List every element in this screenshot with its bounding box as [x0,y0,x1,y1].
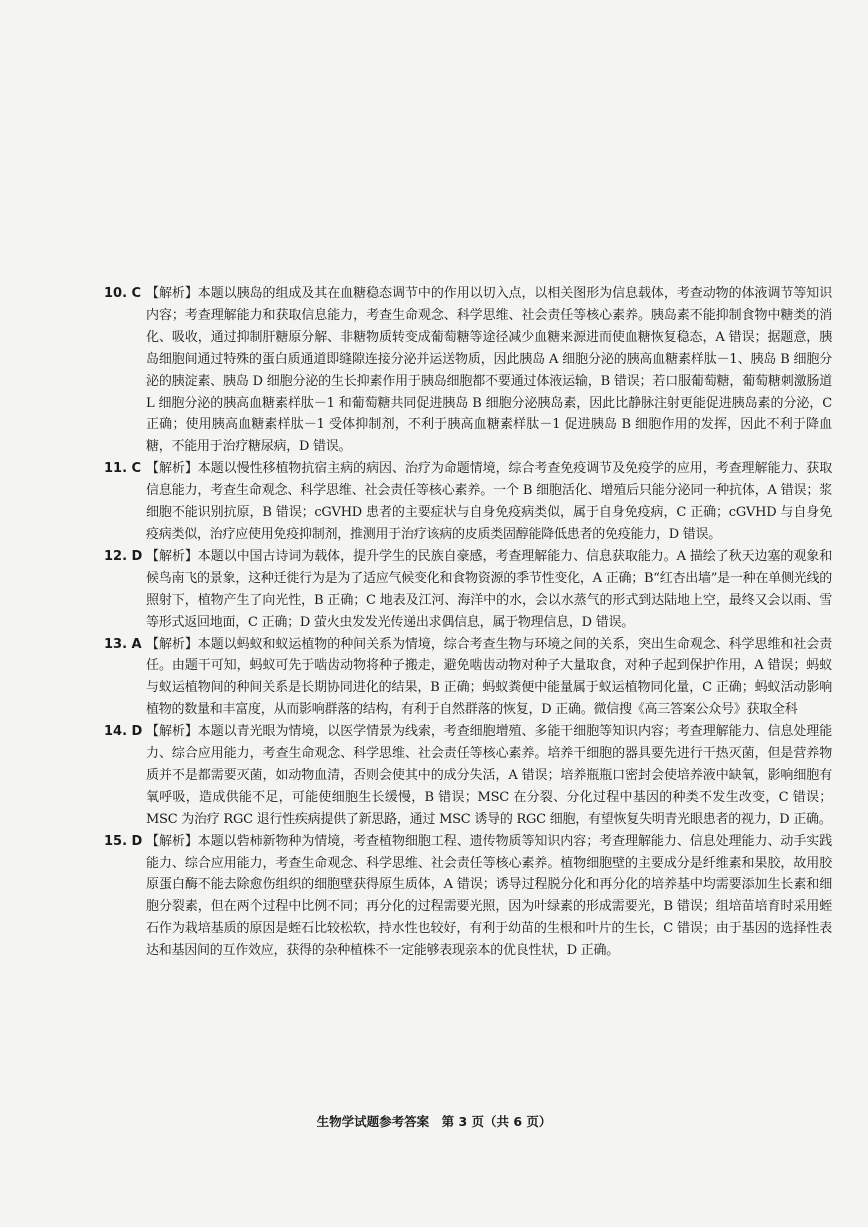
explanation-text: 【解析】本题以中国古诗词为载体，提升学生的民族自豪感，考查理解能力、信息获取能力。A 描绘了秋天边塞的观象和候鸟南飞的景象，这种迁徙行为是为了适应气候变化和食物资源的季节性变化，A 正确；B“红杏出墙”是一种在单侧光线的照射下，植物产生了向光性，B 正确；C 地表及江河、海洋中的水，会以水蒸气的形式到达陆地上空，最终又会以雨、雪等形式返回地面，C 正确；D 萤火虫发发光传递出求偶信息，属于物理信息，D 错误。 [146,548,832,630]
explanation-text: 【解析】本题以胰岛的组成及其在血糖稳态调节中的作用以切入点，以相关图形为信息载体，考查动物的体液调节等知识内容；考查理解能力和获取信息能力，考查生命观念、科学思维、社会责任等核心素养。胰岛素不能抑制食物中糖类的消化、吸收，通过抑制肝糖原分解、非糖物质转变成葡萄糖等途径减少血糖来源进而使血糖恢复稳态，A 错误；据题意，胰岛细胞间通过特殊的蛋白质通道即缝隙连接分泌并运送物质，因此胰岛 A 细胞分泌的胰高血糖素样肽－1、胰岛 B 细胞分泌的胰淀素、胰岛 D 细胞分泌的生长抑素作用于胰岛细胞都不要通过体液运输，B 错误；若口服葡萄糖，葡萄糖刺激肠道 L 细胞分泌的胰高血糖素样肽－1 和葡萄糖共同促进胰岛 B 细胞分泌胰岛素，因此比静脉注射更能促进胰岛素的分泌，C 正确；使用胰高血糖素样肽－1 受体抑制剂，不利于胰高血糖素样肽－1 促进胰岛 B 细胞作用的发挥，因此不利于降血糖，不能用于治疗糖尿病，D 错误。 [146,286,832,455]
question-number: 13. A [104,636,142,652]
question-number: 12. D [104,548,143,564]
answer-item-10 [104,283,832,458]
answer-item-12 [104,546,832,634]
answer-item-15 [104,831,832,962]
question-number: 15. D [104,833,143,849]
page-footer: 生物学试题参考答案 第 3 页（共 6 页） [316,1114,552,1129]
answer-item-13 [104,634,832,722]
question-number: 10. C [104,286,142,301]
explanation-text: 【解析】本题以青光眼为情境，以医学情景为线索，考查细胞增殖、多能干细胞等知识内容；考查理解能力、信息处理能力、综合应用能力，考查生命观念、科学思维、社会责任等核心素养。培养干细胞的器具要先进行干热灭菌，但是营养物质并不是都需要灭菌，如动物血清，否则会使其中的成分失活，A 错误；培养瓶瓶口密封会使培养液中缺氧，影响细胞有氧呼吸，造成供能不足，可能使细胞生长缓慢，B 错误；MSC 在分裂、分化过程中基因的种类不发生改变，C 错误；MSC 为治疗 RGC 退行性疾病提供了新思路，通过 MSC 诱导的 RGC 细胞，有望恢复失明青光眼患者的视力，D 正确。 [146,724,832,827]
answer-item-14 [104,721,832,831]
question-number: 11. C [104,461,142,477]
question-number: 14. D [104,724,143,740]
answer-item-11 [104,458,832,546]
explanation-text: 【解析】本题以砦柿新物种为情境，考查植物细胞工程、遗传物质等知识内容；考查理解能力、信息处理能力、动手实践能力、综合应用能力，考查生命观念、科学思维、社会责任等核心素养。植物细胞壁的主要成分是纤维素和果胶，故用胶原蛋白酶不能去除愈伤组织的细胞壁获得原生质体，A 错误；诱导过程脱分化和再分化的培养基中均需要添加生长素和细胞分裂素，但在两个过程中比例不同；再分化的过程需要光照，因为叶绿素的形成需要光，B 错误；组培苗培育时采用蛭石作为栽培基质的原因是蛭石比较松软，持水性也较好，有利于幼苗的生根和叶片的生长，C 错误；由于基因的选择性表达和基因间的互作效应，获得的杂种植株不一定能够表现亲本的优良性状，D 正确。 [146,833,832,959]
explanation-text: 【解析】本题以慢性移植物抗宿主病的病因、治疗为命题情境，综合考查免疫调节及免疫学的应用，考查理解能力、获取信息能力，考查生命观念、科学思维、社会责任等核心素养。一个 B 细胞活化、增殖后只能分泌同一种抗体，A 错误；浆细胞不能识别抗原，B 错误；cGVHD 患者的主要症状与自身免疫病类似，属于自身免疫病，C 正确；cGVHD 与自身免疫病类似，治疗应使用免疫抑制剂，推测用于治疗该病的皮质类固醇能降低患者的免疫能力，D 错误。 [146,461,832,542]
answer-list [104,283,832,962]
explanation-text: 【解析】本题以蚂蚁和蚁运植物的种间关系为情境，综合考查生物与环境之间的关系，突出生命观念、科学思维和社会责任。由题干可知，蚂蚁可先于啮齿动物将种子搬走，避免啮齿动物对种子大量取食，对种子起到保护作用，A 错误；蚂蚁与蚁运植物间的种间关系是长期协同进化的结果，B 正确；蚂蚁粪便中能量属于蚁运植物同化量，C 正确；蚂蚁活动影响植物的数量和丰富度，从而影响群落的结构，有利于自然群落的恢复，D 正确。微信搜《高三答案公众号》获取全科 [146,636,832,718]
